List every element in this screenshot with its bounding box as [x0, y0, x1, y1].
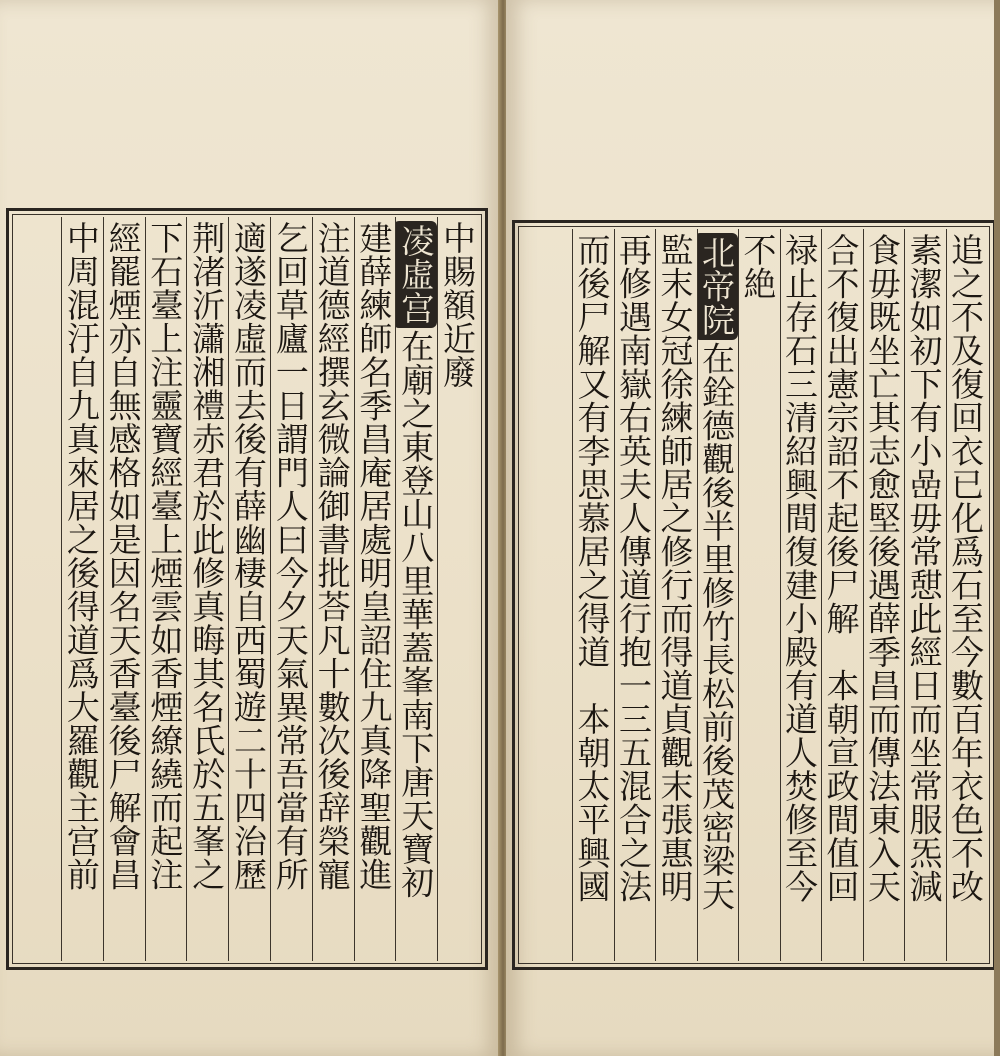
text-column: 適遂凌虛而去後有薛幽棲自西蜀遊二十四治歷 [228, 217, 270, 961]
text-column: 食毋既坐亡其志愈堅後遇薛季昌而傳法東入天 [863, 229, 905, 961]
text-column: 素潔如初下有小嵒毋常憇此經日而坐常服炁減 [904, 229, 946, 961]
text-column: 中周混汙自九真來居之後得道爲大羅觀主宫前 [61, 217, 103, 961]
page-edge [994, 0, 1000, 1056]
right-columns [521, 229, 987, 961]
text-column: 合不復出憲宗詔不起後尸解 本朝宣政間值回 [821, 229, 863, 961]
text-column: 監末女冠徐練師居之修行而得道貞觀末張惠明 [655, 229, 697, 961]
text-column: 下石臺上注靈寶經臺上煙雲如香煙繚繞而起注 [145, 217, 187, 961]
text-column: 凌虛宫在廟之東登山八里華蓋峯南下唐天寶初 [395, 217, 437, 961]
text-column: 追之不及復回衣已化爲石至今數百年衣色不改 [946, 229, 988, 961]
text-column: 經罷煙亦自無感格如是因名天香臺後尸解會昌 [103, 217, 145, 961]
heading-label-beidi-yuan: 北帝院 [697, 233, 739, 340]
text-column: 注道德經撰玄微論御書批荅凡十數次後辞榮寵 [312, 217, 354, 961]
heading-label-lingxu-gong: 凌虛宫 [395, 221, 437, 328]
right-text-frame [512, 220, 996, 970]
text-column-empty [19, 217, 61, 961]
text-column: 荆渚沂瀟湘禮赤君於此修真晦其名氏於五峯之 [186, 217, 228, 961]
text-column: 而後尸解又有李思慕居之得道 本朝太平興國 [572, 229, 614, 961]
text-column: 北帝院在銓德觀後半里修竹長松前後茂密梁天 [697, 229, 739, 961]
text-column: 禄止存石三清紹興間復建小殿有道人焚修至今 [780, 229, 822, 961]
text-column: 中賜額近廢 [437, 217, 479, 961]
left-text-frame [6, 208, 488, 970]
right-page [506, 0, 1000, 1056]
text-column: 乞回草廬一日謂門人曰今夕天氣異常吾當有所 [270, 217, 312, 961]
text-column-empty [531, 229, 573, 961]
text-column: 再修遇南嶽右英夫人傳道行抱一三五混合之法 [614, 229, 656, 961]
left-columns [15, 217, 479, 961]
text-column: 不絶 [738, 229, 780, 961]
text-column: 建薛練師名季昌庵居處明皇詔住九真降聖觀進 [354, 217, 396, 961]
